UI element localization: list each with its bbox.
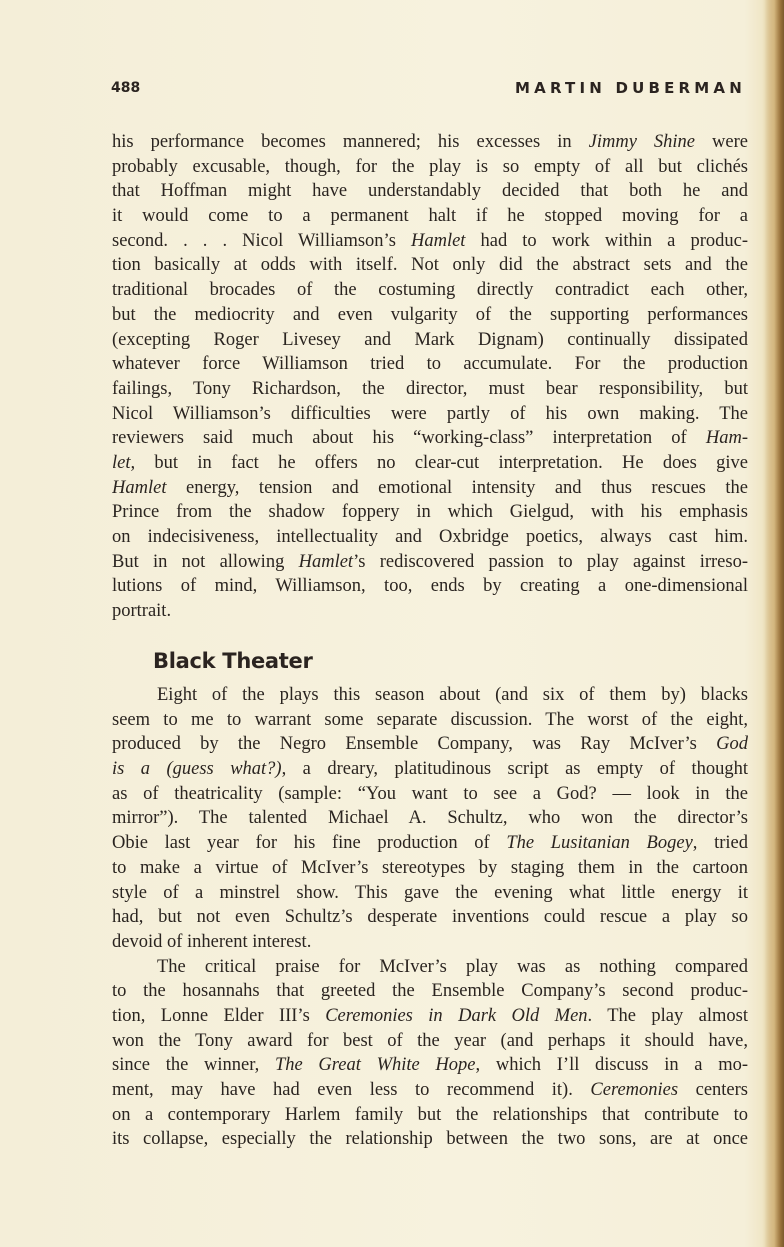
- text-line: [112, 955, 748, 980]
- text-segment: Nicol Williamson’s difficulties were partly of his own making. The: [112, 403, 748, 424]
- text-segment: on a contemporary Harlem family but the relationships that contribute to: [112, 1104, 748, 1125]
- text-line: [112, 1053, 748, 1078]
- text-segment: The critical praise for McIver’s play was as nothing compared: [157, 956, 748, 977]
- text-line: [112, 130, 748, 155]
- italic-title: Ham-: [705, 428, 748, 449]
- text-line: [112, 979, 748, 1004]
- italic-title: Jimmy Shine: [588, 132, 696, 152]
- text-segment: as of theatricality (sample: “You want to see a God? — look in the: [112, 783, 748, 804]
- text-segment: second. . . . Nicol Williamson’s: [112, 230, 411, 251]
- text-segment: But in not allowing: [112, 551, 299, 572]
- text-line: [112, 599, 748, 624]
- text-segment: reviewers said much about his “working-class” interpretation of: [112, 428, 706, 449]
- italic-title: Ceremonies in Dark Old Men: [325, 1005, 588, 1026]
- text-line: [112, 782, 748, 807]
- text-line: [112, 683, 748, 708]
- text-line: [112, 155, 748, 180]
- text-line: [112, 500, 748, 525]
- italic-title: Hamlet: [298, 551, 354, 572]
- text-line: [112, 426, 748, 451]
- text-segment: , a dreary, platitudinous script as empty of thought: [281, 759, 748, 780]
- text-segment: , which I’ll discuss in a mo-: [475, 1055, 748, 1076]
- text-segment: had to work within a produc-: [465, 230, 748, 251]
- italic-title: Ceremonies: [590, 1080, 679, 1100]
- italic-title: The Lusitanian Bogey: [506, 833, 693, 854]
- text-segment: devoid of inherent interest.: [112, 931, 312, 952]
- page-number: 488: [111, 80, 141, 96]
- body-text-section-1: [112, 130, 748, 624]
- text-line: [112, 451, 748, 476]
- text-segment: to the hosannahs that greeted the Ensemble Company’s second produc-: [112, 981, 748, 1002]
- text-line: [112, 708, 748, 733]
- text-segment: Prince from the shadow foppery in which Gielgud, with his emphasis: [112, 502, 748, 523]
- text-segment: failings, Tony Richardson, the director, must bear responsibility, but: [112, 378, 748, 399]
- text-segment: style of a minstrel show. This gave the evening what little energy it: [112, 882, 748, 903]
- italic-title: Hamlet: [112, 477, 167, 498]
- text-segment: won the Tony award for best of the year (and perhaps it should have,: [112, 1030, 748, 1051]
- text-segment: but the mediocrity and even vulgarity of the supporting performances: [112, 304, 748, 325]
- italic-title: God: [716, 734, 748, 755]
- section-heading: Black Theater: [153, 649, 313, 673]
- text-line: [112, 303, 748, 328]
- text-line: [112, 757, 748, 782]
- text-line: [112, 525, 748, 550]
- text-segment: portrait.: [112, 601, 172, 622]
- text-line: [112, 278, 748, 303]
- italic-title: let,: [112, 452, 136, 473]
- text-segment: probably excusable, though, for the play is so empty of all but clichés: [112, 156, 748, 177]
- text-segment: energy, tension and emotional intensity and thus rescues the: [166, 477, 748, 498]
- text-segment: ’s rediscovered passion to play against irreso-: [353, 551, 748, 572]
- text-segment: mirror”). The talented Michael A. Schultz, who won the director’s: [112, 808, 748, 829]
- text-segment: tion, Lonne Elder III’s: [112, 1005, 326, 1026]
- running-head-author: MARTIN DUBERMAN: [515, 79, 746, 97]
- text-segment: it would come to a permanent halt if he stopped moving for a: [112, 206, 748, 227]
- italic-title: Hamlet: [410, 230, 466, 251]
- text-segment: tion basically at odds with itself. Not only did the abstract sets and the: [112, 255, 748, 276]
- italic-title: The Great White Hope: [274, 1055, 476, 1076]
- text-segment: traditional brocades of the costuming directly contradict each other,: [112, 280, 748, 301]
- text-segment: that Hoffman might have understandably decided that both he and: [112, 181, 748, 202]
- text-segment: had, but not even Schultz’s desperate inventions could rescue a play so: [112, 907, 748, 928]
- text-line: [112, 253, 748, 278]
- text-line: [112, 856, 748, 881]
- text-segment: since the winner,: [112, 1055, 275, 1076]
- text-segment: lutions of mind, Williamson, too, ends by creating a one-dimensional: [112, 576, 748, 597]
- text-line: [112, 1004, 748, 1029]
- text-segment: . The play almost: [587, 1005, 748, 1026]
- text-line: [112, 204, 748, 229]
- body-text-section-2: [112, 683, 748, 1152]
- text-segment: Obie last year for his fine production of: [112, 833, 507, 854]
- text-line: [112, 732, 748, 757]
- text-segment: to make a virtue of McIver’s stereotypes by staging them in the cartoon: [112, 857, 748, 878]
- text-segment: centers: [678, 1080, 748, 1100]
- italic-title: is a (guess what?): [112, 759, 282, 780]
- text-line: [112, 1103, 748, 1128]
- text-line: [112, 1029, 748, 1054]
- text-line: [112, 1078, 748, 1103]
- text-line: [112, 179, 748, 204]
- text-segment: whatever force Williamson tried to accumulate. For the production: [112, 354, 748, 375]
- text-segment: its collapse, especially the relationship between the two sons, are at once: [112, 1129, 748, 1150]
- text-line: [112, 377, 748, 402]
- text-line: [112, 550, 748, 575]
- book-gutter-shadow: [762, 0, 784, 1247]
- text-line: [112, 905, 748, 930]
- text-line: [112, 1127, 748, 1152]
- text-line: [112, 476, 748, 501]
- text-segment: produced by the Negro Ensemble Company, was Ray McIver’s: [112, 734, 717, 755]
- text-line: [112, 881, 748, 906]
- text-segment: ment, may have had even less to recommend it).: [112, 1080, 591, 1100]
- text-segment: on indecisiveness, intellectuality and Oxbridge poetics, always cast him.: [112, 527, 748, 547]
- text-line: [112, 352, 748, 377]
- text-line: [112, 328, 748, 353]
- text-segment: , tried: [692, 833, 748, 854]
- text-line: [112, 402, 748, 427]
- text-line: [112, 930, 748, 955]
- text-segment: but in fact he offers no clear-cut interpretation. He does give: [135, 452, 748, 473]
- text-segment: seem to me to warrant some separate discussion. The worst of the eight,: [112, 709, 748, 730]
- text-line: [112, 574, 748, 599]
- text-segment: (excepting Roger Livesey and Mark Dignam) continually dissipated: [112, 329, 748, 350]
- text-segment: were: [695, 132, 748, 152]
- text-line: [112, 229, 748, 254]
- text-line: [112, 806, 748, 831]
- text-segment: his performance becomes mannered; his excesses in: [112, 132, 589, 152]
- text-line: [112, 831, 748, 856]
- text-segment: Eight of the plays this season about (and six of them by) blacks: [157, 685, 748, 705]
